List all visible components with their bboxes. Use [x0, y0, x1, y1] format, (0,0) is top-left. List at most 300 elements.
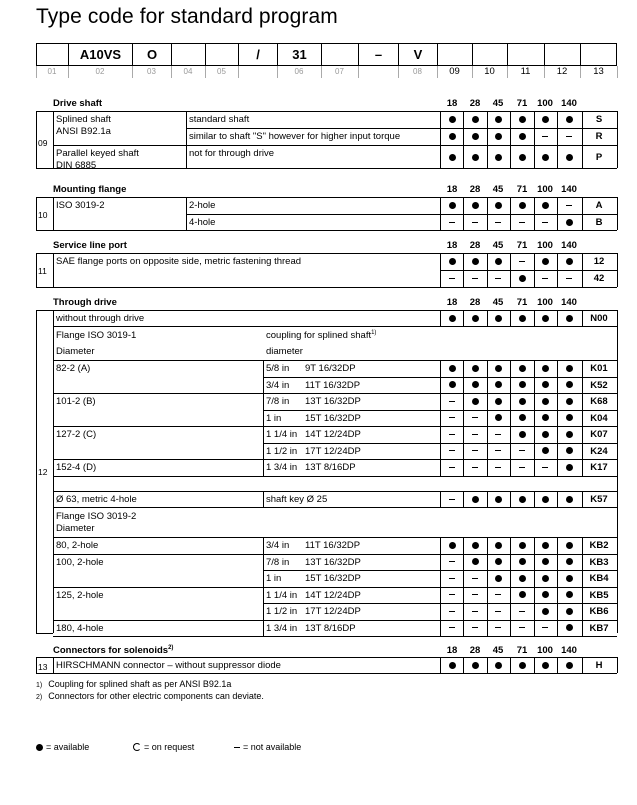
available-icon — [487, 256, 509, 267]
available-icon — [558, 494, 580, 505]
available-icon — [441, 131, 463, 142]
divider — [53, 168, 617, 169]
type-code-cell: 31 — [277, 43, 321, 66]
code-divider — [132, 66, 133, 78]
size-header: 18 — [446, 240, 458, 251]
available-icon — [534, 152, 556, 163]
divider — [582, 360, 583, 476]
label: ANSI B92.1a — [56, 126, 111, 137]
divider — [487, 537, 488, 636]
type-code: 12 — [593, 256, 605, 267]
label: 14T 12/24DP — [305, 429, 361, 440]
label: 100, 2-hole — [56, 556, 104, 568]
label: Ø 63, metric 4-hole — [56, 494, 137, 505]
not-available-icon — [534, 217, 556, 228]
available-icon — [558, 152, 580, 163]
available-icon — [487, 131, 509, 142]
available-icon — [534, 380, 556, 391]
legend-text: = available — [46, 742, 90, 752]
not-available-icon — [534, 131, 556, 142]
divider — [53, 326, 617, 327]
label: 1 in — [266, 412, 282, 424]
label: 13T 8/16DP — [305, 462, 356, 473]
not-available-icon — [441, 590, 463, 601]
available-icon — [534, 256, 556, 267]
type-code: KB4 — [589, 573, 609, 584]
code-position-number: 07 — [335, 67, 344, 76]
divider — [53, 476, 617, 477]
label: 1 3/4 in — [266, 462, 298, 473]
label: coupling for splined shaft$^{1)}$ — [266, 330, 377, 342]
size-header: 71 — [516, 184, 528, 195]
available-icon — [511, 152, 533, 163]
divider — [53, 197, 54, 230]
label: 80, 2-hole — [56, 540, 99, 551]
code-divider — [238, 66, 239, 78]
available-icon — [511, 660, 533, 671]
available-icon — [441, 660, 463, 671]
divider — [582, 537, 583, 636]
label: 127-2 (C) — [56, 429, 97, 440]
available-icon — [487, 413, 509, 424]
divider — [186, 214, 617, 215]
type-code-cell — [507, 43, 544, 66]
not-available-icon — [441, 273, 463, 284]
label: 101-2 (B) — [56, 396, 96, 407]
label: 1 3/4 in — [266, 622, 298, 634]
size-header: 28 — [469, 645, 481, 656]
available-icon — [487, 152, 509, 163]
available-icon — [534, 396, 556, 407]
available-icon — [441, 256, 463, 267]
section-title: Service line port — [53, 240, 127, 251]
divider — [53, 620, 617, 621]
not-available-icon — [534, 273, 556, 284]
size-header: 140 — [561, 297, 577, 308]
available-icon — [487, 494, 509, 505]
divider — [534, 491, 535, 507]
not-available-icon — [464, 273, 486, 284]
available-icon — [558, 413, 580, 424]
divider — [487, 491, 488, 507]
type-code: B — [595, 217, 603, 228]
type-code: KB6 — [589, 606, 609, 617]
row-number: 10 — [38, 210, 48, 220]
label: 14T 12/24DP — [305, 589, 361, 601]
code-position-number: 05 — [217, 67, 226, 76]
type-code: KB7 — [589, 622, 609, 634]
divider — [582, 657, 583, 673]
available-icon — [534, 363, 556, 374]
type-code: 42 — [593, 273, 605, 284]
available-icon — [441, 540, 463, 551]
available-icon — [511, 573, 533, 584]
divider — [510, 360, 511, 476]
divider — [36, 253, 37, 287]
footnote — [36, 679, 231, 689]
not-available-icon — [464, 462, 486, 473]
type-code: K04 — [590, 412, 608, 424]
available-icon — [534, 429, 556, 440]
code-divider — [36, 66, 37, 78]
type-code: K68 — [590, 396, 608, 407]
available-icon — [558, 446, 580, 457]
code-divider — [205, 66, 206, 78]
not-available-icon — [234, 747, 240, 748]
row-number: 11 — [38, 266, 47, 276]
divider — [36, 197, 37, 230]
label: 7/8 in — [266, 396, 290, 407]
divider — [463, 310, 464, 326]
page-title: Type code for standard program — [36, 5, 338, 28]
label: Splined shaft — [56, 114, 111, 125]
available-icon — [558, 217, 580, 228]
code-divider — [544, 66, 545, 78]
code-position-number: 13 — [593, 66, 604, 77]
label: DIN 6885 — [56, 160, 97, 171]
divider — [53, 253, 54, 287]
available-icon — [464, 131, 486, 142]
not-available-icon — [441, 396, 463, 407]
label: 1 1/4 in — [266, 589, 298, 601]
not-available-icon — [464, 446, 486, 457]
divider — [53, 287, 617, 288]
label: diameter — [266, 346, 303, 357]
available-icon — [36, 744, 43, 751]
available-icon — [487, 540, 509, 551]
not-available-icon — [511, 446, 533, 457]
available-icon — [464, 256, 486, 267]
code-position-number: 01 — [47, 67, 57, 76]
available-icon — [511, 273, 533, 284]
divider — [53, 587, 617, 588]
available-icon — [464, 380, 486, 391]
divider — [617, 197, 618, 230]
type-code-cell — [321, 43, 358, 66]
size-header: 45 — [492, 645, 504, 656]
divider — [534, 360, 535, 476]
code-divider — [507, 66, 508, 78]
size-header: 18 — [446, 297, 458, 308]
label: 11T 16/32DP — [305, 379, 361, 391]
size-header: 100 — [537, 645, 553, 656]
divider — [36, 287, 53, 288]
divider — [534, 310, 535, 326]
available-icon — [511, 413, 533, 424]
size-header: 71 — [516, 98, 528, 109]
available-icon — [464, 152, 486, 163]
divider — [53, 360, 617, 361]
size-header: 71 — [516, 645, 528, 656]
size-header: 140 — [561, 184, 577, 195]
available-icon — [464, 396, 486, 407]
code-divider — [472, 66, 473, 78]
size-header: 45 — [492, 98, 504, 109]
type-code: K52 — [590, 379, 608, 391]
available-icon — [511, 396, 533, 407]
available-icon — [441, 363, 463, 374]
divider — [53, 111, 54, 168]
type-code: R — [595, 131, 603, 142]
divider — [53, 491, 617, 492]
type-code-cell — [472, 43, 507, 66]
available-icon — [511, 363, 533, 374]
size-header: 71 — [516, 297, 528, 308]
row-number: 12 — [38, 467, 48, 477]
type-code: K17 — [590, 462, 608, 473]
size-header: 28 — [469, 98, 481, 109]
code-divider — [437, 66, 438, 78]
not-available-icon — [441, 429, 463, 440]
divider — [440, 310, 441, 326]
not-available-icon — [464, 623, 486, 634]
not-available-icon — [464, 606, 486, 617]
size-header: 71 — [516, 240, 528, 251]
not-available-icon — [511, 623, 533, 634]
not-available-icon — [487, 446, 509, 457]
label: Diameter — [56, 523, 95, 534]
divider — [557, 310, 558, 326]
size-header: 45 — [492, 184, 504, 195]
available-icon — [511, 313, 533, 324]
available-icon — [511, 114, 533, 125]
label: 1 1/2 in — [266, 606, 298, 617]
divider — [53, 253, 617, 254]
available-icon — [558, 590, 580, 601]
available-icon — [558, 462, 580, 473]
available-icon — [558, 429, 580, 440]
divider — [463, 537, 464, 636]
code-position-number: 03 — [147, 67, 156, 76]
divider — [36, 673, 53, 674]
available-icon — [487, 573, 509, 584]
code-divider — [398, 66, 399, 78]
available-icon — [441, 152, 463, 163]
divider — [582, 111, 583, 168]
size-header: 100 — [537, 297, 553, 308]
available-icon — [558, 380, 580, 391]
type-code: KB5 — [589, 589, 609, 601]
available-icon — [534, 557, 556, 568]
type-code: K57 — [590, 494, 608, 505]
available-icon — [534, 540, 556, 551]
available-icon — [464, 363, 486, 374]
type-code: N00 — [590, 313, 608, 324]
available-icon — [464, 540, 486, 551]
type-code-cell: O — [132, 43, 171, 66]
available-icon — [511, 429, 533, 440]
available-icon — [487, 380, 509, 391]
type-code: P — [595, 152, 603, 163]
available-icon — [464, 557, 486, 568]
label: Flange ISO 3019-2 — [56, 511, 137, 522]
legend-text: = not available — [243, 742, 302, 752]
divider — [440, 270, 617, 271]
divider — [186, 145, 187, 168]
size-header: 140 — [561, 240, 577, 251]
label: 1 in — [266, 573, 282, 584]
code-divider — [617, 66, 618, 78]
available-icon — [487, 114, 509, 125]
label: without through drive — [56, 313, 145, 324]
label: not for through drive — [189, 148, 275, 159]
type-code: K24 — [590, 445, 608, 457]
type-code-cell: V — [398, 43, 437, 66]
divider — [53, 393, 617, 394]
label: 13T 16/32DP — [305, 396, 361, 407]
divider — [53, 636, 617, 637]
section-title: Through drive — [53, 297, 117, 308]
type-code: K01 — [590, 363, 608, 374]
divider — [36, 197, 53, 198]
not-available-icon — [558, 131, 580, 142]
size-header: 28 — [469, 297, 481, 308]
available-icon — [558, 540, 580, 551]
divider — [36, 111, 53, 112]
code-divider — [580, 66, 581, 78]
type-code-cell: – — [358, 43, 398, 66]
label: 3/4 in — [266, 379, 290, 391]
type-code-cell: A10VS — [68, 43, 132, 66]
size-header: 45 — [492, 240, 504, 251]
code-divider — [358, 66, 359, 78]
divider — [617, 657, 618, 673]
divider — [53, 657, 617, 658]
not-available-icon — [441, 217, 463, 228]
divider — [510, 537, 511, 636]
divider — [53, 554, 617, 555]
type-code-cell — [437, 43, 472, 66]
code-divider — [277, 66, 278, 78]
not-available-icon — [441, 446, 463, 457]
available-icon — [558, 623, 580, 634]
label: 17T 12/24DP — [305, 445, 361, 457]
code-position-number: 06 — [294, 67, 304, 76]
not-available-icon — [534, 462, 556, 473]
type-code: A — [595, 200, 603, 211]
available-icon — [511, 200, 533, 211]
label: Flange ISO 3019-1 — [56, 330, 137, 341]
legend-text: = on request — [144, 742, 195, 752]
label: 1 1/4 in — [266, 429, 298, 440]
code-position-number: 09 — [449, 66, 460, 77]
divider — [440, 537, 441, 636]
label: 3/4 in — [266, 540, 290, 551]
size-header: 100 — [537, 240, 553, 251]
not-available-icon — [441, 462, 463, 473]
available-icon — [511, 540, 533, 551]
not-available-icon — [464, 217, 486, 228]
available-icon — [534, 313, 556, 324]
available-icon — [558, 363, 580, 374]
size-header: 18 — [446, 184, 458, 195]
type-code-cell: / — [238, 43, 277, 66]
label: standard shaft — [189, 114, 250, 125]
divider — [53, 310, 54, 633]
not-available-icon — [511, 606, 533, 617]
divider — [36, 253, 53, 254]
label: 9T 16/32DP — [305, 363, 356, 374]
divider — [557, 537, 558, 636]
divider — [463, 360, 464, 476]
available-icon — [558, 313, 580, 324]
divider — [36, 310, 37, 633]
label: 7/8 in — [266, 556, 290, 568]
label: 5/8 in — [266, 363, 290, 374]
divider — [582, 491, 583, 507]
available-icon — [487, 660, 509, 671]
not-available-icon — [441, 494, 463, 505]
divider — [263, 537, 264, 636]
code-position-number: 08 — [413, 67, 422, 76]
label: SAE flange ports on opposite side, metric fastening thread — [56, 256, 302, 267]
label: 152-4 (D) — [56, 462, 97, 473]
available-icon — [487, 557, 509, 568]
not-available-icon — [464, 429, 486, 440]
available-icon — [441, 114, 463, 125]
not-available-icon — [487, 623, 509, 634]
legend-item — [234, 742, 301, 752]
label: 11T 16/32DP — [305, 540, 361, 551]
available-icon — [534, 494, 556, 505]
available-icon — [487, 313, 509, 324]
available-icon — [558, 557, 580, 568]
label: 125, 2-hole — [56, 589, 104, 601]
section-title: Mounting flange — [53, 184, 127, 195]
code-position-number: 11 — [520, 66, 531, 77]
available-icon — [464, 313, 486, 324]
divider — [36, 168, 53, 169]
footnote — [36, 691, 264, 701]
divider — [617, 253, 618, 287]
code-divider — [171, 66, 172, 78]
not-available-icon — [441, 606, 463, 617]
available-icon — [534, 606, 556, 617]
available-icon — [558, 396, 580, 407]
label: 2-hole — [189, 200, 216, 211]
label: 13T 8/16DP — [305, 622, 356, 634]
footnote-text: Coupling for splined shaft as per ANSI B92.1a — [48, 679, 232, 689]
available-icon — [558, 606, 580, 617]
legend-item — [36, 742, 89, 752]
code-position-number: 10 — [484, 66, 495, 77]
divider — [36, 230, 53, 231]
type-code-cell — [544, 43, 580, 66]
type-code-cell — [205, 43, 238, 66]
label: Diameter — [56, 346, 95, 357]
divider — [36, 633, 53, 634]
not-available-icon — [558, 273, 580, 284]
label: 4-hole — [189, 217, 216, 228]
not-available-icon — [441, 413, 463, 424]
divider — [487, 310, 488, 326]
not-available-icon — [487, 590, 509, 601]
divider — [582, 310, 583, 326]
divider — [510, 491, 511, 507]
not-available-icon — [487, 429, 509, 440]
divider — [36, 310, 53, 311]
available-icon — [441, 200, 463, 211]
code-divider — [68, 66, 69, 78]
label: 17T 12/24DP — [305, 606, 361, 617]
divider — [487, 360, 488, 476]
section-title: Drive shaft — [53, 98, 103, 109]
available-icon — [534, 660, 556, 671]
available-icon — [441, 380, 463, 391]
not-available-icon — [441, 623, 463, 634]
label: 1 1/2 in — [266, 445, 298, 457]
footnote-number: 2) — [36, 694, 43, 701]
